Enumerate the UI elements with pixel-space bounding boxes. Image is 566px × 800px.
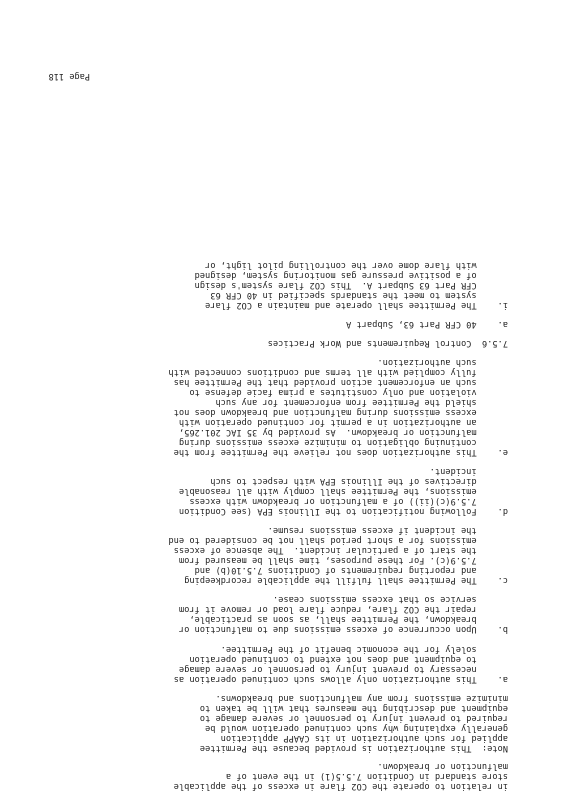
text-line-1: in relation to operate the CO2 flare in excess of the applicable <box>173 781 508 791</box>
text-line-11: necessary to prevent injury to personnel or severe damage <box>178 664 508 674</box>
text-line-25: 7.5.9(c)(ii)) of a malfunction or breakdown with excess <box>189 496 508 506</box>
section-heading: 7.5.6 Control Requirements and Work Practices <box>267 338 508 348</box>
text-line-32: an authorization in a permit for continued operation with <box>178 417 508 427</box>
text-line-35: violation and only constitutes a prima facie defense to <box>189 387 508 397</box>
text-line-24: d. Following notification to the Illinois EPA (see Condition <box>178 506 508 516</box>
text-line-28: incident. <box>429 466 508 476</box>
text-line-40: a. 40 CFR Part 63, Subpart A <box>346 319 508 329</box>
text-line-20: 7.5.9(c). For these purposes, time shall be measured from <box>178 555 508 565</box>
text-line-7: required to prevent injury to personnel or severe damage to <box>199 713 508 723</box>
text-line-34: shield the Permittee from enforcement for any such <box>215 397 508 407</box>
text-line-45: with flare dome over the controlling pilot light, or <box>205 260 508 270</box>
text-line-12: to equipment and does not extend to continued operation <box>189 654 508 664</box>
text-line-33: excess emissions during malfunction and breakdown does not <box>173 407 508 417</box>
text-line-42: system to meet the standards specified in 40 CFR 63 <box>210 290 508 300</box>
text-line-26: emissions, the Permittee shall comply with all reasonable <box>178 486 508 496</box>
text-line-19: and reporting requirements of Conditions 7.5.10(b) and <box>194 565 508 575</box>
text-line-2: store standard in Condition 7.5.5(1) in the event of a <box>225 771 508 781</box>
text-line-22: emissions for a short period shall not be considered to end <box>168 535 508 545</box>
page-number: Page 118 <box>48 71 90 81</box>
text-line-3: malfunction or breakdown. <box>377 761 508 771</box>
text-line-13: solely for the economic benefit of the Permittee. <box>220 644 508 654</box>
text-line-8: equipment and describing the measures that will be taken to <box>199 703 508 713</box>
text-line-4: Note: This authorization is provided because the Permittee <box>199 743 508 753</box>
text-line-5: applied for such authorization in its CAAPP application <box>220 733 508 743</box>
text-line-16: repair the CO2 flare, reduce flare load or remove it from <box>178 604 508 614</box>
text-line-15: breakdown, the Permittee shall, as soon as practicable, <box>189 614 508 624</box>
text-line-29: e. This authorization does not relieve the Permittee from the <box>173 447 508 457</box>
text-line-9: minimize emissions from any malfunctions and breakdowns. <box>215 693 508 703</box>
text-line-10: a. This authorization only allows such continued operation as <box>173 674 508 684</box>
text-line-18: c. The Permittee shall fulfill the applicable recordkeeping <box>184 575 508 585</box>
text-line-38: such authorization. <box>377 357 508 367</box>
text-line-44: of a positive pressure gas monitoring system, designed <box>194 270 508 280</box>
text-line-21: the start of a particular incident. The absence of excess <box>173 545 508 555</box>
text-line-41: i. The Permittee shall operate and maintain a CO2 flare <box>205 300 508 310</box>
text-line-36: such an enforcement action provided that the Permittee has <box>173 377 508 387</box>
text-line-30: continuing obligation to minimize excess emissions during <box>178 437 508 447</box>
text-line-23: the incident if excess emissions resume. <box>267 525 508 535</box>
text-line-31: malfunction or breakdown. As provided by 35 IAC 201.265, <box>178 427 508 437</box>
text-line-17: service so that excess emissions cease. <box>272 594 508 604</box>
text-line-6: generally explaining why such continued operation would be <box>205 723 508 733</box>
text-line-27: directives of the Illinois EPA with respect to such <box>210 476 508 486</box>
text-line-14: b. Upon occurrence of excess emissions due to malfunction or <box>178 624 508 634</box>
text-line-43: CFR Part 63 Subpart A. This CO2 flare system's design <box>194 280 508 290</box>
text-line-37: fully complied with all terms and conditions connected with <box>168 367 508 377</box>
